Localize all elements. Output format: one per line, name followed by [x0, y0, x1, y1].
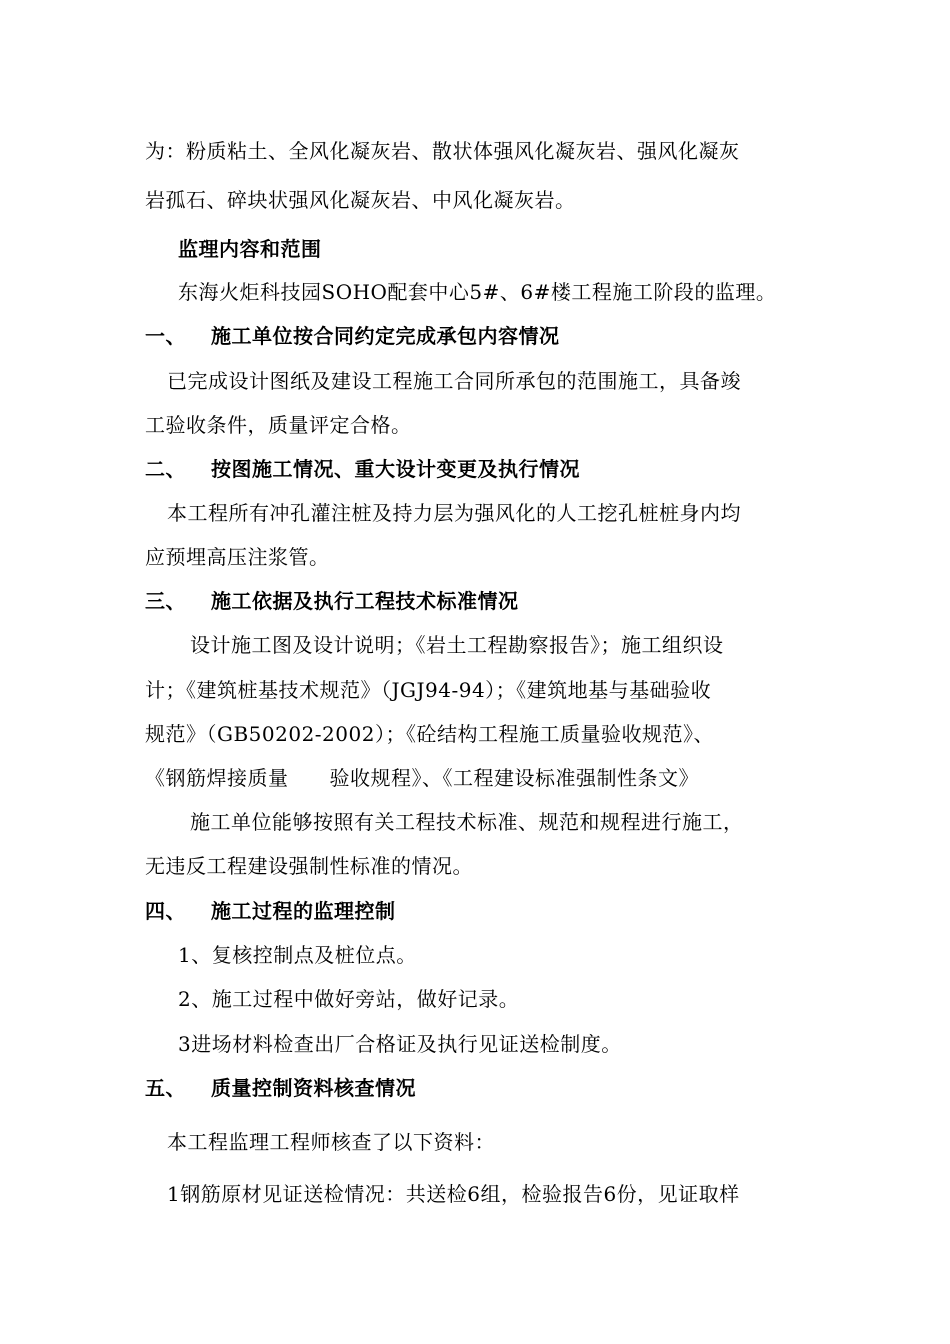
body-text-line: 工验收条件，质量评定合格。	[145, 413, 412, 437]
body-text-line: 无违反工程建设强制性标准的情况。	[145, 854, 473, 878]
section-heading-text: 施工单位按合同约定完成承包内容情况	[211, 324, 560, 348]
section-number: 四、	[145, 899, 186, 923]
section-heading-text: 按图施工情况、重大设计变更及执行情况	[211, 457, 580, 481]
body-text-line: 《钢筋焊接质量 验收规程》、《工程建设标准强制性条文》	[145, 766, 699, 790]
body-text-line: 1钢筋原材见证送检情况：共送检6组，检验报告6份，见证取样	[167, 1182, 740, 1206]
body-text-line: 已完成设计图纸及建设工程施工合同所承包的范围施工，具备竣	[167, 369, 741, 393]
body-text-line: 岩孤石、碎块状强风化凝灰岩、中风化凝灰岩。	[145, 188, 576, 212]
section-heading-text: 施工依据及执行工程技术标准情况	[211, 589, 519, 613]
section-heading-text: 质量控制资料核查情况	[211, 1076, 416, 1100]
body-text-line: 施工单位能够按照有关工程技术标准、规范和规程进行施工，	[190, 810, 744, 834]
section-number: 二、	[145, 457, 186, 481]
body-text-line: 本工程监理工程师核查了以下资料：	[167, 1130, 495, 1154]
section-number: 五、	[145, 1076, 186, 1100]
body-text-line: 应预埋高压注浆管。	[145, 545, 330, 569]
section-heading-3	[145, 588, 519, 614]
body-text-line: 规范》（GB50202-2002）；《砼结构工程施工质量验收规范》、	[145, 722, 714, 746]
section-heading-text: 施工过程的监理控制	[211, 899, 396, 923]
body-text-line: 东海火炬科技园SOHO配套中心5#、6#楼工程施工阶段的监理。	[178, 280, 777, 304]
list-item: 2、施工过程中做好旁站，做好记录。	[178, 987, 520, 1011]
body-text-line: 计；《建筑桩基技术规范》（JGJ94-94）；《建筑地基与基础验收	[145, 678, 712, 702]
body-text-line: 设计施工图及设计说明；《岩土工程勘察报告》；施工组织设	[190, 633, 724, 657]
section-heading-1	[145, 323, 560, 349]
section-number: 三、	[145, 589, 186, 613]
body-text-line: 为：粉质粘土、全风化凝灰岩、散状体强风化凝灰岩、强风化凝灰	[145, 139, 740, 163]
section-title: 监理内容和范围	[178, 237, 322, 261]
section-heading-5	[145, 1075, 416, 1101]
list-item: 1、复核控制点及桩位点。	[178, 943, 417, 967]
list-item: 3进场材料检查出厂合格证及执行见证送检制度。	[178, 1032, 622, 1056]
section-heading-4	[145, 898, 396, 924]
section-heading-2	[145, 456, 580, 482]
body-text-line: 本工程所有冲孔灌注桩及持力层为强风化的人工挖孔桩桩身内均	[167, 501, 741, 525]
section-number: 一、	[145, 324, 186, 348]
